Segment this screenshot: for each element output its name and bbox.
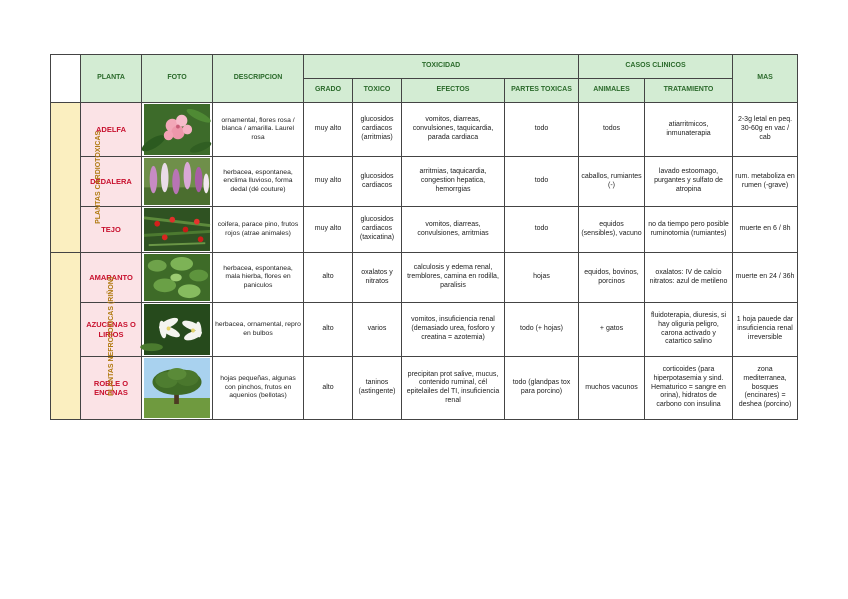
header-casos-clinicos: CASOS CLINICOS bbox=[579, 55, 733, 79]
efectos-cell: vomitos, diarreas, convulsiones, taquicardia, parada cardiaca bbox=[402, 103, 505, 157]
tratamiento-cell: corticoides (para hiperpotasemia y sind. Hematurico = sangre en orina), hidratos de carbono con insulina bbox=[645, 357, 733, 420]
description-cell: herbacea, espontanea, mala hierba, flores en paniculos bbox=[213, 253, 304, 303]
lily-photo bbox=[142, 303, 213, 357]
grado-cell: muy alto bbox=[304, 207, 353, 253]
grado-cell: alto bbox=[304, 357, 353, 420]
header-partes-toxicas: PARTES TOXICAS bbox=[505, 79, 579, 103]
oleander-photo bbox=[142, 103, 213, 157]
animales-cell: muchos vacunos bbox=[579, 357, 645, 420]
plant-name: AMARANTO bbox=[81, 253, 142, 303]
partes-cell: todo bbox=[505, 157, 579, 207]
table-row bbox=[51, 157, 798, 207]
table-row bbox=[51, 207, 798, 253]
grado-cell: muy alto bbox=[304, 157, 353, 207]
efectos-cell: calculosis y edema renal, tremblores, camina en rodilla, paralisis bbox=[402, 253, 505, 303]
partes-cell: todo (glandpas tox para porcino) bbox=[505, 357, 579, 420]
animales-cell: equidos, bovinos, porcinos bbox=[579, 253, 645, 303]
toxico-cell: varios bbox=[353, 303, 402, 357]
header-mas: MAS bbox=[733, 55, 798, 103]
animales-cell: caballos, rumiantes (-) bbox=[579, 157, 645, 207]
header-toxico: TOXICO bbox=[353, 79, 402, 103]
amaranth-photo bbox=[142, 253, 213, 303]
plant-name: ROBLE O ENCINAS bbox=[81, 357, 142, 420]
oak-tree-photo bbox=[142, 357, 213, 420]
toxico-cell: glucosidos cardiacos (arritmias) bbox=[353, 103, 402, 157]
group-label-nephrotoxic: PLANTAS NEFROTOXICAS (RIÑON) bbox=[51, 253, 81, 420]
animales-cell: todos bbox=[579, 103, 645, 157]
mas-cell: zona mediterranea, bosques (encinares) = deshea (porcino) bbox=[733, 357, 798, 420]
header-toxicidad: TOXICIDAD bbox=[304, 55, 579, 79]
description-cell: herbacea, ornamental, repro en bulbos bbox=[213, 303, 304, 357]
toxico-cell: taninos (astingente) bbox=[353, 357, 402, 420]
grado-cell: muy alto bbox=[304, 103, 353, 157]
header-efectos: EFECTOS bbox=[402, 79, 505, 103]
efectos-cell: precipitan prot salive, mucus, contenido ruminal, cél epitelailes del TI, insuficiencia renal bbox=[402, 357, 505, 420]
header-planta: PLANTA bbox=[81, 55, 142, 103]
grado-cell: alto bbox=[304, 303, 353, 357]
group-label-cardiotoxic: PLANTAS CARDIOTOXICAS bbox=[51, 103, 81, 253]
description-cell: ornamental, flores rosa / blanca / amarilla. Laurel rosa bbox=[213, 103, 304, 157]
corner-cell bbox=[51, 55, 81, 103]
partes-cell: hojas bbox=[505, 253, 579, 303]
tratamiento-cell: fluidoterapia, diuresis, si hay oliguria peligro, carona activado y catartico salino bbox=[645, 303, 733, 357]
tratamiento-cell: oxalatos: IV de calcio nitratos: azul de metileno bbox=[645, 253, 733, 303]
plant-toxicity-table bbox=[50, 54, 798, 420]
mas-cell: muerte en 24 / 36h bbox=[733, 253, 798, 303]
table-row bbox=[51, 357, 798, 420]
efectos-cell: vomitos, insuficiencia renal (demasiado urea, fosforo y creatina = azotemia) bbox=[402, 303, 505, 357]
tratamiento-cell: no da tiempo pero posible ruminotomia (rumiantes) bbox=[645, 207, 733, 253]
header-foto: FOTO bbox=[142, 55, 213, 103]
plant-name: ADELFA bbox=[81, 103, 142, 157]
toxico-cell: glucosidos cardiacos (taxicatina) bbox=[353, 207, 402, 253]
table-row bbox=[51, 103, 798, 157]
tratamiento-cell: atiarritmicos, inmunaterapia bbox=[645, 103, 733, 157]
partes-cell: todo bbox=[505, 103, 579, 157]
plant-name: DEDALERA bbox=[81, 157, 142, 207]
header-descripcion: DESCRIPCION bbox=[213, 55, 304, 103]
mas-cell: rum. metaboliza en rumen (-grave) bbox=[733, 157, 798, 207]
description-cell: coifera, parace pino, frutos rojos (atrae animales) bbox=[213, 207, 304, 253]
animales-cell: + gatos bbox=[579, 303, 645, 357]
grado-cell: alto bbox=[304, 253, 353, 303]
yew-photo bbox=[142, 207, 213, 253]
toxico-cell: glucosidos cardiacos bbox=[353, 157, 402, 207]
mas-cell: 2-3g letal en peq. 30-60g en vac / cab bbox=[733, 103, 798, 157]
plant-name: AZUCENAS O LIRIOS bbox=[81, 303, 142, 357]
mas-cell: muerte en 6 / 8h bbox=[733, 207, 798, 253]
table-row bbox=[51, 253, 798, 303]
animales-cell: equidos (sensibles), vacuno bbox=[579, 207, 645, 253]
foxglove-photo bbox=[142, 157, 213, 207]
header-tratamiento: TRATAMIENTO bbox=[645, 79, 733, 103]
header-animales: ANIMALES bbox=[579, 79, 645, 103]
efectos-cell: vomitos, diarreas, convulsiones, arritmias bbox=[402, 207, 505, 253]
partes-cell: todo (+ hojas) bbox=[505, 303, 579, 357]
efectos-cell: arritmias, taquicardia, congestion hepatica, hemorrgias bbox=[402, 157, 505, 207]
partes-cell: todo bbox=[505, 207, 579, 253]
toxico-cell: oxalatos y nitratos bbox=[353, 253, 402, 303]
plant-name: TEJO bbox=[81, 207, 142, 253]
mas-cell: 1 hoja pauede dar insuficiencia renal irreversible bbox=[733, 303, 798, 357]
table-row bbox=[51, 303, 798, 357]
tratamiento-cell: lavado estoomago, purgantes y sulfato de atropina bbox=[645, 157, 733, 207]
description-cell: hojas pequeñas, algunas con pinchos, frutos en aquenios (bellotas) bbox=[213, 357, 304, 420]
header-grado: GRADO bbox=[304, 79, 353, 103]
description-cell: herbacea, espontanea, enclima lluvioso, forma dedal (dé couture) bbox=[213, 157, 304, 207]
